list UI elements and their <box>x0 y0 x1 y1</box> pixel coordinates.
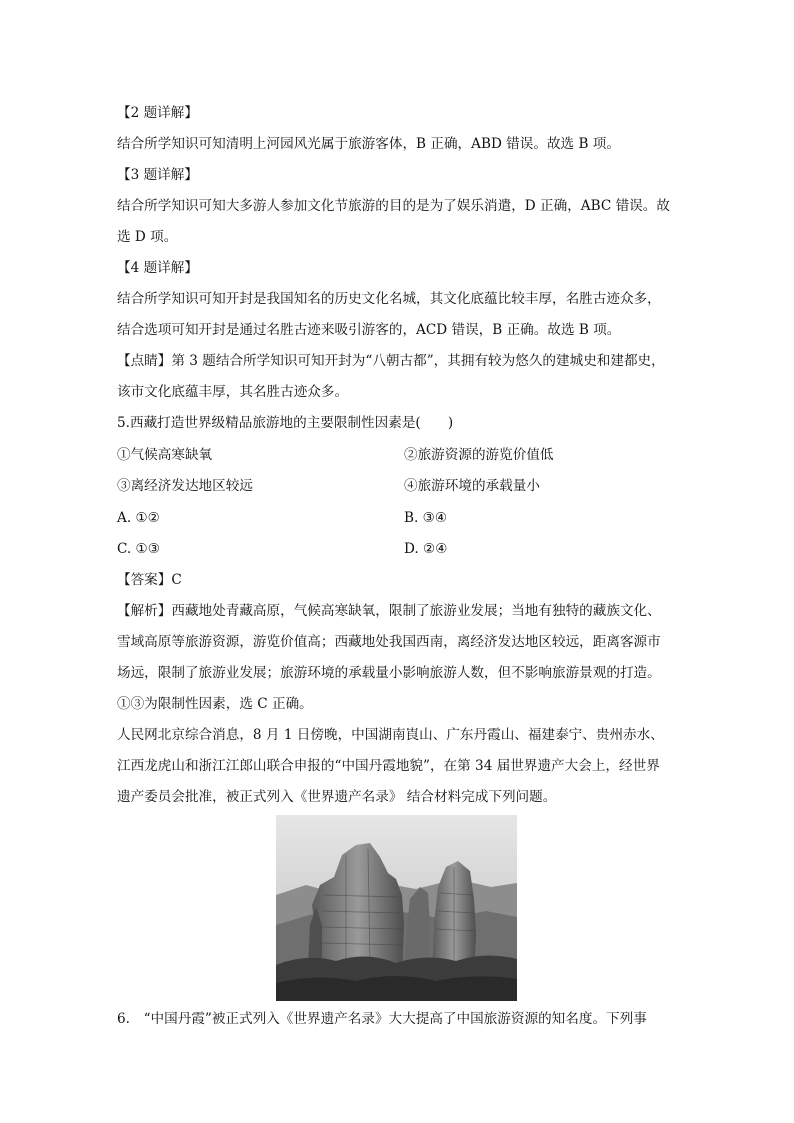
q4-heading: 【4 题详解】 <box>117 260 198 276</box>
note-text-1: 【点睛】第 3 题结合所学知识可知开封为“八朝古都”，其拥有较为悠久的建城史和建都史， <box>117 353 665 369</box>
q5-choice-a: A. ①② <box>117 510 160 526</box>
q5-analysis-3: 场远，限制了旅游业发展；旅游环境的承载量小影响旅游人数，但不影响旅游景观的打造。 <box>117 665 661 681</box>
material-text-2: 江西龙虎山和浙江江郎山联合申报的“中国丹霞地貌”，在第 34 届世界遗产大会上，经世界 <box>117 758 660 774</box>
material-text-1: 人民网北京综合消息，8 月 1 日傍晚，中国湖南崀山、广东丹霞山、福建泰宁、贵州赤水、 <box>117 727 664 743</box>
note-text-2: 该市文化底蕴丰厚，其名胜古迹众多。 <box>117 384 349 400</box>
q5-choice-d: D. ②④ <box>404 541 448 557</box>
q3-text-2: 选 D 项。 <box>117 229 178 245</box>
q3-heading: 【3 题详解】 <box>117 167 198 183</box>
q5-choice-b: B. ③④ <box>404 510 448 526</box>
material-text-3: 遗产委员会批准，被正式列入《世界遗产名录》 结合材料完成下列问题。 <box>117 789 557 805</box>
q6-stem: 6. “中国丹霞”被正式列入《世界遗产名录》大大提高了中国旅游资源的知名度。下列事 <box>117 1011 647 1027</box>
q5-option-3: ③离经济发达地区较远 <box>117 478 253 494</box>
q5-analysis-4: ①③为限制性因素，选 C 正确。 <box>117 696 313 712</box>
q5-choice-c: C. ①③ <box>117 541 160 557</box>
q5-analysis-2: 雪域高原等旅游资源，游览价值高；西藏地处我国西南，离经济发达地区较远，距离客源市 <box>117 634 661 650</box>
q2-text: 结合所学知识可知清明上河园风光属于旅游客体，B 正确，ABD 错误。故选 B 项。 <box>117 136 620 152</box>
q2-heading: 【2 题详解】 <box>117 105 198 121</box>
q3-text-1: 结合所学知识可知大多游人参加文化节旅游的目的是为了娱乐消遣，D 正确，ABC 错误。故 <box>117 198 670 214</box>
q5-option-1: ①气候高寒缺氧 <box>117 447 213 463</box>
danxia-landform-photo <box>276 815 517 1001</box>
q5-option-2: ②旅游资源的游览价值低 <box>404 447 554 463</box>
q5-answer: 【答案】C <box>117 572 182 588</box>
q5-analysis-1: 【解析】西藏地处青藏高原，气候高寒缺氧，限制了旅游业发展；当地有独特的藏族文化、 <box>117 603 661 619</box>
q4-text-2: 结合选项可知开封是通过名胜古迹来吸引游客的，ACD 错误，B 正确。故选 B 项。 <box>117 322 621 338</box>
q4-text-1: 结合所学知识可知开封是我国知名的历史文化名城，其文化底蕴比较丰厚，名胜古迹众多， <box>117 291 661 307</box>
q5-stem: 5.西藏打造世界级精品旅游地的主要限制性因素是( ) <box>117 415 454 431</box>
q5-option-4: ④旅游环境的承载量小 <box>404 478 540 494</box>
